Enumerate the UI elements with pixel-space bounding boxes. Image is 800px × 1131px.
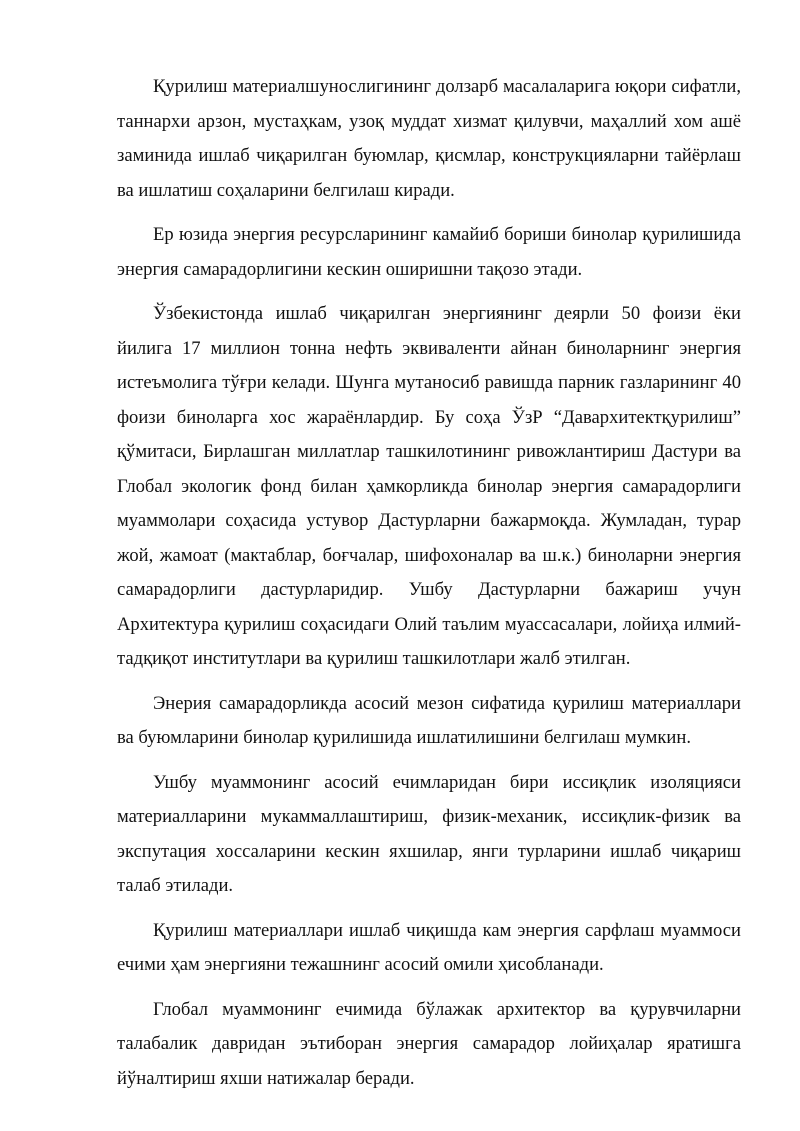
paragraph: Қурилиш материаллари ишлаб чиқишда кам энергия сарфлаш муаммоси ечими ҳам энергияни тежашнинг асосий омили ҳисобланади. bbox=[117, 919, 741, 975]
paragraph: Ер юзида энергия ресурсларининг камайиб бориши бинолар қурилишида энергия самарадорлигини кескин оширишни тақозо этади. bbox=[117, 224, 741, 280]
document-page bbox=[117, 70, 741, 1106]
paragraph: Ушбу муаммонинг асосий ечимларидан бири иссиқлик изоляцияси материалларини мукаммаллаштириш, физик-механик, иссиқлик-физик ва экспутация хоссаларини кескин яхшилар, янги турларини ишлаб чиқариш талаб этилади. bbox=[117, 771, 741, 896]
paragraph: Глобал муаммонинг ечимида бўлажак архитектор ва қурувчиларни талабалик давридан эътиборан энергия самарадор лойиҳалар яратишга йўналтириш яхши натижалар беради. bbox=[117, 998, 741, 1089]
paragraph: Энерия самарадорликда асосий мезон сифатида қурилиш материаллари ва буюмларини бинолар қурилишида ишлатилишини белгилаш мумкин. bbox=[117, 692, 741, 748]
paragraph: Қурилиш материалшунослигининг долзарб масалаларига юқори сифатли, таннархи арзон, мустаҳкам, узоқ муддат хизмат қилувчи, маҳаллий хом ашё заминида ишлаб чиқарилган буюмлар, қисмлар, конструкцияларни тайёрлаш ва ишлатиш соҳаларини белгилаш киради. bbox=[117, 76, 741, 201]
paragraph: Ўзбекистонда ишлаб чиқарилган энергиянинг деярли 50 фоизи ёки йилига 17 миллион тонна нефть эквиваленти айнан биноларнинг энергия истеъмолига тўғри келади. Шунга мутаносиб равишда парник газларининг 40 фоизи биноларга хос жараёнлардир. Бу соҳа ЎзР “Даварxитектқурилиш” қўмитаси, Бирлашган миллатлар ташкилотининг ривожлантириш Дастури ва Глобал экологик фонд билан ҳамкорликда бинолар энергия самарадорлиги муаммолари соҳасида устувор Дастурларни бажармоқда. Жумладан, турар жой, жамоат (мактаблар, боғчалар, шифохоналар ва ш.к.) биноларни энергия самарадорлиги дастурларидир. Ушбу Дастурларни бажариш учун Архитектура қурилиш соҳасидаги Олий таълим муассасалари, лойиҳа илмий-тадқиқот институтлари ва қурилиш ташкилотлари жалб этилган. bbox=[117, 303, 741, 669]
